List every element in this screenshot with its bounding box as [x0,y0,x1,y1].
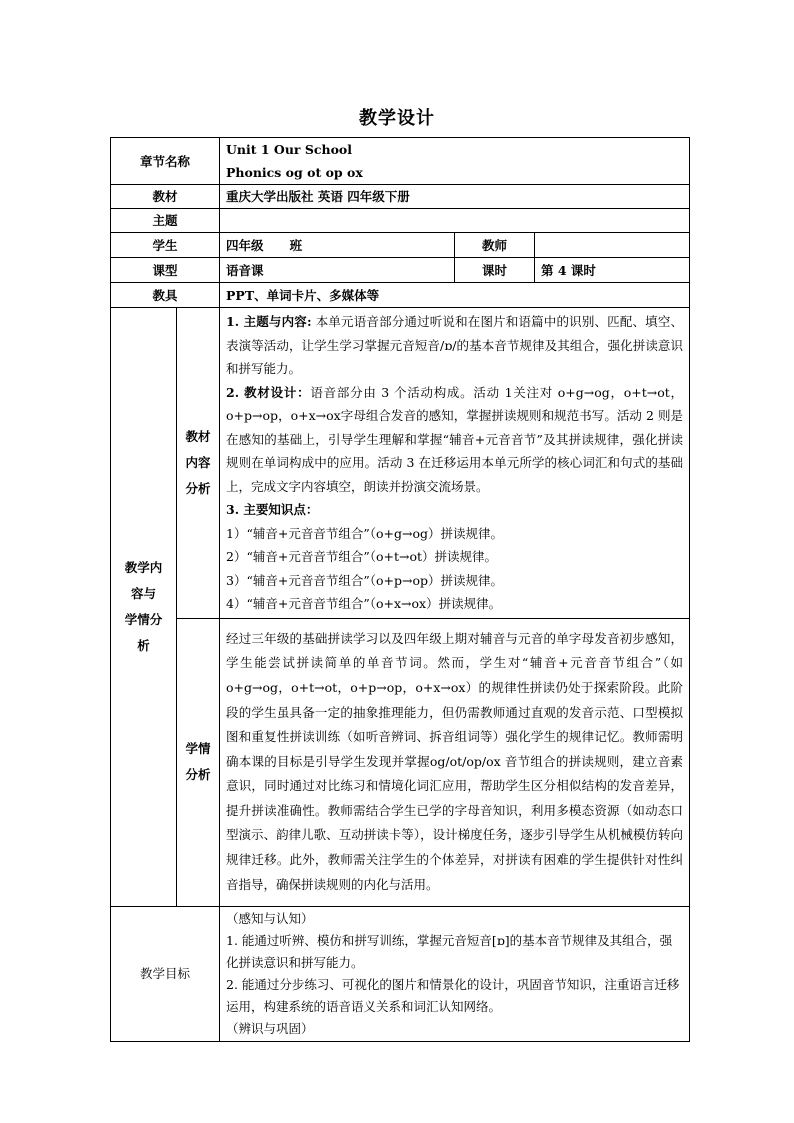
row-lesson-type [111,258,690,283]
knowledge-point: 2）“辅音+元音音节组合”（o+t→ot）拼读规律。 [226,549,498,564]
learner-analysis-text: 经过三年级的基础拼读学习以及四年级上期对辅音与元音的单字母发音初步感知，学生能尝试拼读简单的单音节词。然而，学生对“辅音+元音音节组合”（如 o+g→og，o+t→ot，o+p→op，o+x→ox）的规律性拼读仍处于探索阶段。此阶段的学生虽具备一定的抽象推理能力，但仍需教师通过直观的发音示范、口型模拟图和重复性拼读训练（如听音辨词、拆音组词等）强化学生的规律记忆。教师需明确本课的目标是引导学生发现并掌握og/ot/op/ox 音节组合的拼读规则，建立音素意识，同时通过对比练习和情境化词汇应用，帮助学生区分相似结构的发音差异，提升拼读准确性。教师需结合学生已学的字母音知识，利用多模态资源（如动态口型演示、韵律儿歌、互动拼读卡等），设计梯度任务，逐步引导学生从机械模仿转向规律迁移。此外，教师需关注学生的个体差异，对拼读有困难的学生提供针对性纠音指导，确保拼读规则的内化与活用。 [220,618,690,906]
theme-label: 主题 [111,209,220,233]
chapter-value [220,138,690,185]
knowledge-points-heading: 3. 主要知识点： [226,502,319,517]
content-analysis-label: 教材 内容 分析 [177,308,220,619]
document-title: 教学设计 [359,108,435,129]
content-paragraph-2: 2. 教材设计：语音部分由 3 个活动构成。活动 1关注对 o+g→og，o+t→ot，o+p→op，o+x→ox字母组合发音的感知，掌握拼读规则和规范书写。活动 2 则是在感知的基础上，引导学生理解和掌握“辅音+元音音节”及其拼读规律，强化拼读规则在单词构成中的应用。活动 3 在迁移运用本单元所学的核心词汇和句式的基础上，完成文字内容填空，朗读并扮演交流场景。 [226,384,684,494]
learner-analysis-label: 学情 分析 [177,618,220,906]
chapter-phonics: Phonics og ot op ox [226,165,363,180]
row-tools [111,283,690,308]
objectives-heading-1: （感知与认知） [226,910,314,926]
lesson-type-value: 语音课 [220,258,455,283]
lesson-plan-table [110,137,690,1042]
tools-value: PPT、单词卡片、多媒体等 [220,283,690,308]
objectives-text [220,906,690,1041]
objectives-label: 教学目标 [111,906,220,1041]
objective-1: 1. 能通过听辨、模仿和拼写训练，掌握元音短音[ɒ]的基本音节规律及其组合，强化拼读意识和拼写能力。 [226,932,673,970]
lesson-type-label: 课型 [111,258,220,283]
tools-label: 教具 [111,283,220,308]
row-student [111,233,690,258]
row-theme [111,209,690,233]
period-label: 课时 [455,258,535,283]
content-paragraph-1: 1. 主题与内容: 本单元语音部分通过听说和在图片和语篇中的识别、匹配、填空、表演等活动，让学生学习掌握元音短音/ɒ/的基本音节规律及其组合，强化拼读意识和拼写能力。 [226,314,684,376]
row-content-analysis [111,308,690,619]
teacher-value [535,233,690,258]
objective-2: 2. 能通过分步练习、可视化的图片和情景化的设计，巩固音节知识，注重语言迁移运用，构建系统的语音语义关系和词汇认知网络。 [226,976,680,1014]
teacher-label: 教师 [455,233,535,258]
row-learner-analysis [111,618,690,906]
chapter-label: 章节名称 [111,138,220,185]
textbook-value: 重庆大学出版社 英语 四年级下册 [220,185,690,209]
knowledge-point: 4）“辅音+元音音节组合”（o+x→ox）拼读规律。 [226,596,502,611]
chapter-unit: Unit 1 Our School [226,142,352,157]
student-value: 四年级 班 [220,233,455,258]
student-label: 学生 [111,233,220,258]
row-textbook [111,185,690,209]
row-chapter [111,138,690,185]
textbook-label: 教材 [111,185,220,209]
period-value: 第 4 课时 [535,258,690,283]
knowledge-point: 1）“辅音+元音音节组合”（o+g→og）拼读规律。 [226,525,503,541]
row-objectives [111,906,690,1041]
knowledge-point: 3）“辅音+元音音节组合”（o+p→op）拼读规律。 [226,572,503,588]
objectives-heading-2: （辨识与巩固） [226,1020,314,1036]
content-analysis-text [220,308,690,619]
analysis-label: 教学内 容与 学情分 析 [111,308,177,907]
theme-value [220,209,690,233]
